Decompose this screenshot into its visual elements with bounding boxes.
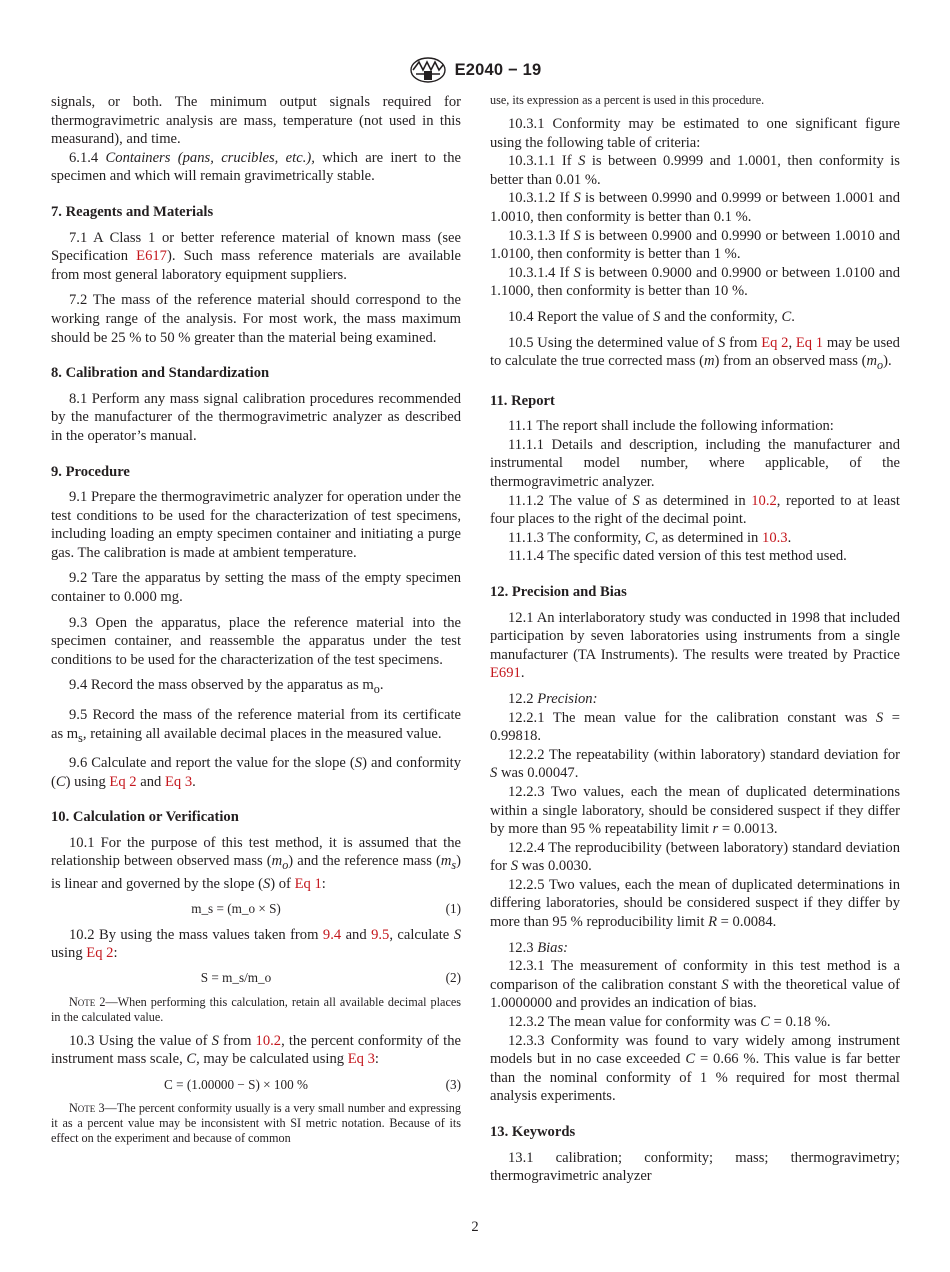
- equation-1-formula: m_s = (m_o × S): [191, 901, 281, 917]
- paragraph-11-1-1: 11.1.1 Details and description, including the manufacturer and instrumental model number, where applicable, of the thermogravimetric analyzer.: [490, 436, 900, 490]
- paragraph-7-2: 7.2 The mass of the reference material should correspond to the working range of the analysis. For most work, the mass maximum should be 25 % to 50 % greater than the material being examined.: [51, 292, 461, 346]
- page-number: 2: [471, 1219, 479, 1235]
- equation-2: [51, 969, 461, 989]
- section-heading-13: 13. Keywords: [490, 1124, 576, 1140]
- paragraph-12-2-5: 12.2.5 Two values, each the mean of duplicated determinations in differing laboratories, should be considered suspect if they differ by more than 95 % reproducibility limit R = 0.0084.: [490, 876, 900, 931]
- paragraph-10-3-1-4: 10.3.1.4 If S is between 0.9000 and 0.9900 or between 1.0100 and 1.1000, then conformity is better than 10 %.: [490, 264, 900, 300]
- paragraph-6-1-4: 6.1.4 Containers (pans, crucibles, etc.), which are inert to the specimen and which will remain gravimetrically stable.: [51, 149, 462, 185]
- section-heading-9: 9. Procedure: [51, 463, 130, 480]
- ref-9-5-link[interactable]: 9.5: [371, 926, 390, 943]
- ref-10-2-link[interactable]: 10.2: [751, 492, 777, 509]
- paragraph-10-4: 10.4 Report the value of S and the conformity, C.: [508, 308, 795, 325]
- section-heading-8: 8. Calibration and Standardization: [51, 365, 270, 382]
- paragraph-10-3-1: 10.3.1 Conformity may be estimated to one significant figure using the following table of criteria:: [490, 116, 900, 151]
- paragraph-12-2-1: 12.2.1 The mean value for the calibration constant was S = 0.99818.: [490, 709, 900, 745]
- paragraph-13-1: 13.1 calibration; conformity; mass; thermogravimetry; thermogravimetric analyzer: [490, 1149, 900, 1185]
- section-heading-10: 10. Calculation or Verification: [51, 809, 239, 826]
- section-heading-12: 12. Precision and Bias: [490, 583, 627, 600]
- paragraph-12-2: 12.2 Precision:: [508, 690, 598, 707]
- paragraph-10-3: 10.3 Using the value of S from 10.2, the percent conformity of the instrument mass scale, C, may be calculated using Eq 3:: [51, 1032, 461, 1068]
- ref-e691-link[interactable]: E691: [490, 665, 521, 682]
- paragraph-11-1: 11.1 The report shall include the following information:: [508, 418, 834, 435]
- ref-eq3-link[interactable]: Eq 3: [164, 773, 193, 790]
- paragraph-9-2: 9.2 Tare the apparatus by setting the mass of the empty specimen container to 0.000 mg.: [51, 570, 461, 606]
- paragraph-12-3-1: 12.3.1 The measurement of conformity in this test method is a comparison of the calibration constant S with the theoretical value of 1.0000000 and provides an indication of bias.: [490, 958, 900, 1012]
- section-heading-11: 11. Report: [490, 392, 555, 409]
- paragraph-8-1: 8.1 Perform any mass signal calibration procedures recommended by the manufacturer of the thermogravimetric analyzer as described in the operator’s manual.: [51, 390, 461, 444]
- equation-3-formula: C = (1.00000 − S) × 100 %: [164, 1076, 308, 1092]
- astm-logo: [409, 57, 447, 83]
- paragraph-10-1: 10.1 For the purpose of this test method, it is assumed that the relationship between observed mass $(m_o)$ and the reference mass $(m_s)$ is linear and governed by the slope (S) of Eq 1:: [51, 834, 461, 892]
- note-2: Note 2—When performing this calculation, retain all available decimal places in the calculated value.: [51, 994, 462, 1024]
- paragraph-11-1-3: 11.1.3 The conformity, C, as determined in 10.3.: [508, 529, 792, 546]
- paragraph-12-3-2: 12.3.2 The mean value for conformity was C = 0.18 %.: [508, 1014, 831, 1031]
- ref-eq1-link[interactable]: Eq 1: [795, 334, 824, 351]
- paragraph-7-1: 7.1 A Class 1 or better reference material of known mass (see Specification E617). Such mass reference materials are available from most general laboratory equipment suppliers.: [51, 229, 461, 283]
- paragraph-continuation: signals, or both. The minimum output signals required for thermogravimetric analysis are mass, temperature (not used in this measurand), and time.: [51, 94, 461, 148]
- equation-3: [51, 1075, 461, 1095]
- ref-eq2-link[interactable]: Eq 2: [761, 334, 789, 351]
- paragraph-9-6: 9.6 Calculate and report the value for the slope (S) and conformity (C) using Eq 2 and Eq 3.: [51, 755, 461, 790]
- ref-eq2-link[interactable]: Eq 2: [86, 945, 114, 962]
- ref-10-3-link[interactable]: 10.3: [762, 529, 788, 546]
- paragraph-10-3-1-3: 10.3.1.3 If S is between 0.9900 and 0.9990 or between 1.0010 and 1.0100, then conformity is better than 1 %.: [490, 227, 900, 263]
- equation-2-number: (2): [445, 970, 461, 986]
- section-heading-7: 7. Reagents and Materials: [51, 203, 214, 220]
- ref-9-4-link[interactable]: 9.4: [322, 926, 342, 943]
- paragraph-11-1-2: 11.1.2 The value of S as determined in 10.2, reported to at least four places to the right of the decimal point.: [490, 492, 900, 528]
- paragraph-10-3-1-1: 10.3.1.1 If S is between 0.9999 and 1.0001, then conformity is better than 0.01 %.: [490, 153, 900, 188]
- ref-eq3-link[interactable]: Eq 3: [347, 1051, 375, 1068]
- equation-3-number: (3): [445, 1076, 461, 1092]
- note-3: Note 3—The percent conformity usually is a very small number and expressing it as a percent value may be inconsistent with SI metric notation. Because of its effect on the experiment and because of common: [51, 1100, 461, 1145]
- equation-2-formula: S = m_s/m_o: [200, 970, 272, 986]
- paragraph-10-3-1-2: 10.3.1.2 If S is between 0.9990 and 0.9999 or between 1.0001 and 1.0010, then conformity is better than 0.1 %.: [490, 190, 900, 225]
- right-column: [490, 93, 900, 1186]
- paragraph-10-5: 10.5 Using the determined value of S from Eq 2, Eq 1 may be used to calculate the true corrected mass (m) from an observed mass $(m_o)$.: [490, 334, 900, 373]
- paragraph-12-2-3: 12.2.3 Two values, each the mean of duplicated determinations within a single laboratory, should be considered suspect if they differ by more than 95 % repeatability limit r = 0.0013.: [490, 783, 900, 838]
- ref-eq1-link[interactable]: Eq 1: [294, 875, 322, 892]
- equation-1-number: (1): [445, 901, 461, 917]
- paragraph-12-1: 12.1 An interlaboratory study was conducted in 1998 that included participation by seven laboratories using instruments from a single manufacturer (TA Instruments). The results were treated by Practice E691.: [490, 609, 900, 682]
- paragraph-12-2-4: 12.2.4 The reproducibility (between laboratory) standard deviation for S was 0.0030.: [490, 839, 900, 875]
- paragraph-12-3: 12.3 Bias:: [508, 939, 569, 956]
- page-header: [0, 56, 950, 84]
- ref-e617-link[interactable]: E617: [136, 248, 167, 265]
- paragraph-9-5: 9.5 Record the mass of the reference material from its certificate as $m_s$, retaining all available decimal places in the measured value.: [51, 706, 461, 745]
- paragraph-11-1-4: 11.1.4 The specific dated version of this test method used.: [508, 548, 847, 565]
- paragraph-9-1: 9.1 Prepare the thermogravimetric analyzer for operation under the test conditions to be used for the characterization of test specimens, including loading an empty specimen container and initiating a purge gas. The calibration is made at ambient temperature.: [51, 489, 461, 561]
- paragraph-9-3: 9.3 Open the apparatus, place the reference material into the specimen container, and reassemble the apparatus under the test conditions to be used for the characterization of the test specimens.: [51, 614, 461, 668]
- left-column: [51, 93, 461, 1146]
- note-3-continuation: use, its expression as a percent is used in this procedure.: [490, 93, 765, 107]
- paragraph-10-2: 10.2 By using the mass values taken from 9.4 and 9.5, calculate S using Eq 2:: [51, 926, 462, 962]
- equation-1: [51, 900, 461, 920]
- ref-10-2-link[interactable]: 10.2: [255, 1032, 282, 1049]
- document-designation: E2040 − 19: [454, 60, 542, 79]
- paragraph-9-4: 9.4 Record the mass observed by the apparatus as $m_o$.: [69, 677, 384, 697]
- ref-eq2-link[interactable]: Eq 2: [109, 773, 137, 790]
- paragraph-12-2-2: 12.2.2 The repeatability (within laboratory) standard deviation for S was 0.00047.: [490, 746, 900, 782]
- paragraph-12-3-3: 12.3.3 Conformity was found to vary widely among instrument models but in no case exceeded C = 0.66 %. This value is far better than the nominal conformity of 1 % required for most thermal analysis experiments.: [490, 1032, 900, 1105]
